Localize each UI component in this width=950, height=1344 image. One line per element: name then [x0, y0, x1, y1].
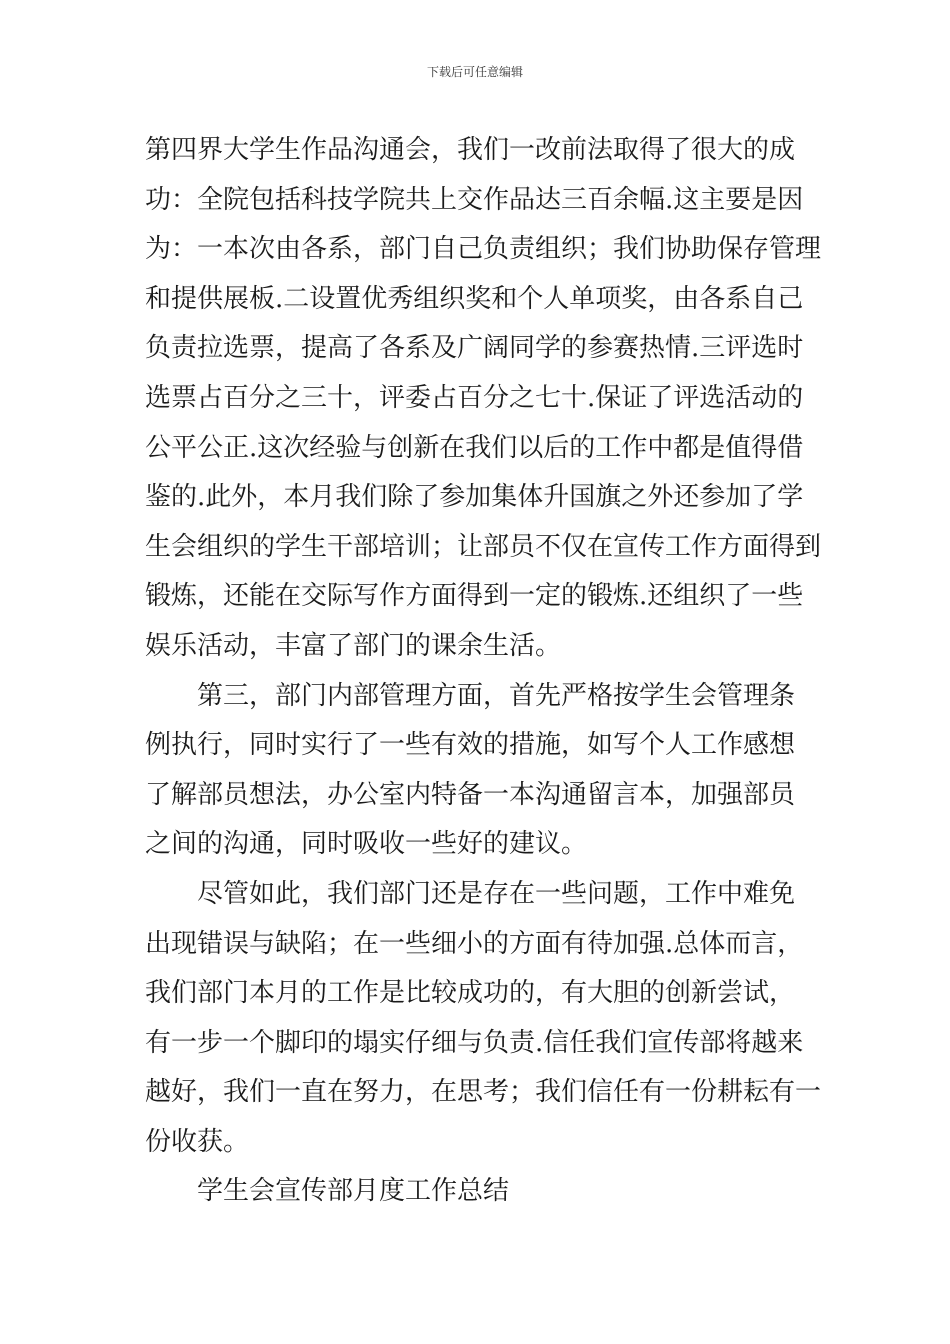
- text-line: 鉴的.此外，本月我们除了参加集体升国旗之外还参加了学: [145, 482, 804, 513]
- text-line: 尽管如此，我们部门还是存在一些问题，工作中难免: [197, 878, 796, 909]
- text-line: 有一步一个脚印的塌实仔细与负责.信任我们宣传部将越来: [145, 1027, 804, 1058]
- text-line: 选票占百分之三十，评委占百分之七十.保证了评选活动的: [145, 382, 804, 413]
- text-line: 生会组织的学生干部培训；让部员不仅在宣传工作方面得到: [145, 531, 822, 562]
- paragraph-1: [145, 126, 822, 672]
- section-title-paragraph: [145, 1167, 807, 1217]
- text-line: 功：全院包括科技学院共上交作品达三百余幅.这主要是因: [145, 184, 804, 215]
- text-line: 娱乐活动，丰富了部门的课余生活。: [145, 630, 562, 661]
- text-line: 锻炼，还能在交际写作方面得到一定的锻炼.还组织了一些: [145, 581, 804, 612]
- text-line: 之间的沟通，同时吸收一些好的建议。: [145, 829, 588, 860]
- text-line: 了解部员想法，办公室内特备一本沟通留言本，加强部员: [145, 779, 796, 810]
- text-line: 我们部门本月的工作是比较成功的，有大胆的创新尝试，: [145, 978, 796, 1009]
- text-line: 越好，我们一直在努力，在思考；我们信任有一份耕耘有一: [145, 1077, 822, 1108]
- text-line: 为：一本次由各系，部门自己负责组织；我们协助保存管理: [145, 234, 822, 265]
- text-line: 第四界大学生作品沟通会，我们一改前法取得了很大的成: [145, 135, 796, 165]
- text-line: 第三，部门内部管理方面，首先严格按学生会管理条: [197, 680, 796, 711]
- page-header-note: 下载后可任意编辑: [426, 65, 523, 79]
- text-line: 份收获。: [145, 1126, 250, 1157]
- text-line: 公平公正.这次经验与创新在我们以后的工作中都是值得借: [145, 432, 804, 463]
- text-line: 出现错误与缺陷；在一些细小的方面有待加强.总体而言，: [145, 928, 804, 959]
- text-line: 例执行，同时实行了一些有效的措施，如写个人工作感想: [145, 730, 796, 761]
- text-line: 负责拉选票，提高了各系及广阔同学的参赛热情.三评选时: [145, 333, 804, 364]
- paragraph-3: [145, 870, 822, 1168]
- document-body: [145, 126, 822, 1217]
- text-line: 和提供展板.二设置优秀组织奖和个人单项奖，由各系自己: [145, 283, 804, 314]
- paragraph-2: [145, 672, 807, 870]
- section-title: 学生会宣传部月度工作总结: [197, 1176, 510, 1207]
